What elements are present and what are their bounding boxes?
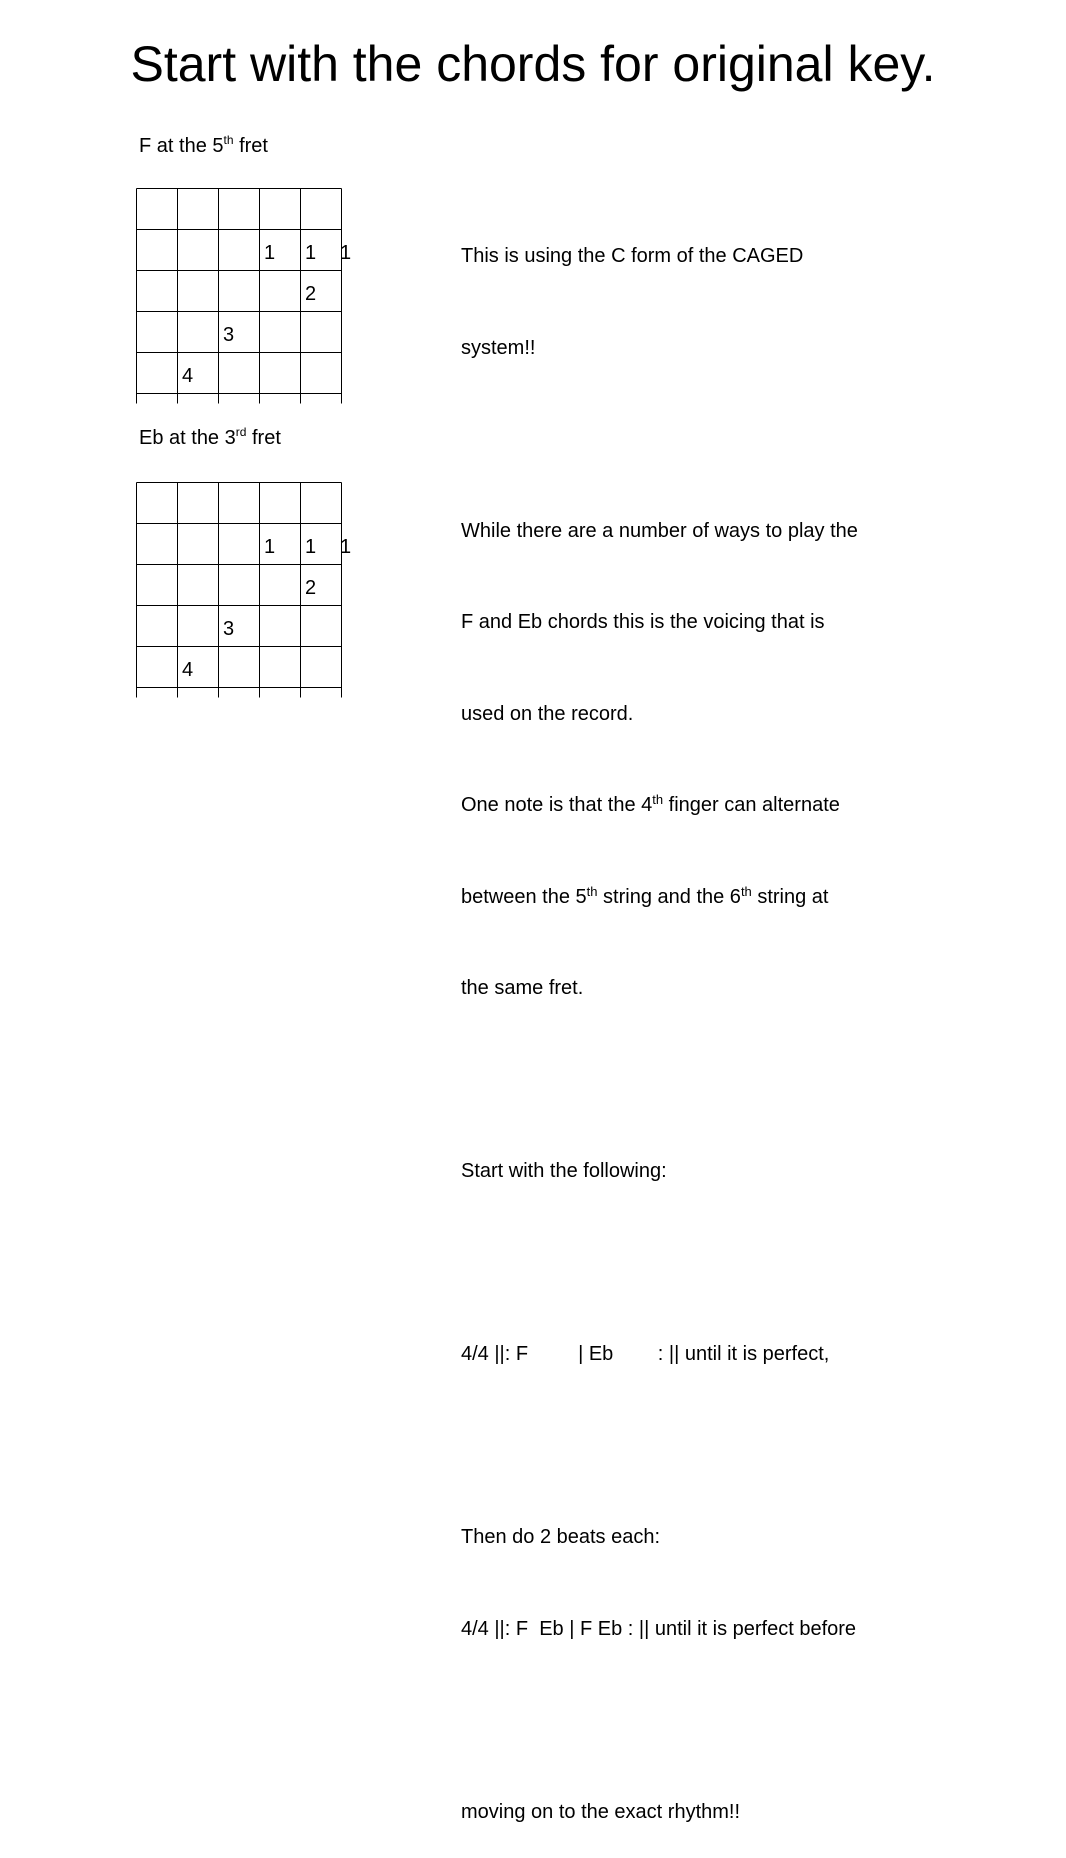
finger-marker: 1 [304, 241, 317, 264]
notes-between-line [461, 882, 981, 913]
chord-diagram-eb [135, 481, 365, 696]
finger-marker: 1 [339, 241, 352, 264]
chord-label-f-main: F at the 5 [139, 135, 224, 157]
finger-marker: 4 [181, 658, 194, 681]
finger-marker: 1 [263, 535, 276, 558]
notes-between-b-sup: th [740, 883, 752, 899]
notes-pattern-line-1: 4/4 ||: F | Eb : || until it is perfect, [461, 1343, 830, 1365]
finger-marker: 3 [222, 323, 235, 346]
notes-spacer [461, 1431, 981, 1462]
notes-ways-line-3: used on the record. [461, 702, 634, 725]
notes-same-fret-line: the same fret. [461, 977, 584, 999]
notes-panel [461, 180, 981, 1858]
chord-label-f-end: fret [233, 135, 268, 157]
finger-marker: 3 [222, 617, 235, 640]
finger-marker: 4 [181, 364, 194, 387]
notes-caged-line-1: This is using the C form of the CAGED [461, 245, 804, 267]
notes-moving-line: moving on to the exact rhythm!! [461, 1800, 741, 1823]
notes-between-c: string at [751, 885, 829, 908]
chord-label-eb-main: Eb at the 3 [139, 427, 236, 449]
notes-between-a-sup: th [586, 883, 598, 899]
notes-caged-line-2: system!! [461, 336, 536, 359]
notes-then-line: Then do 2 beats each: [461, 1526, 661, 1548]
finger-marker: 1 [304, 535, 317, 558]
notes-spacer [461, 1248, 981, 1279]
notes-start-line: Start with the following: [461, 1160, 667, 1182]
chord-label-f-sup: th [223, 133, 234, 147]
chord-diagram-f [135, 187, 365, 402]
slide-title: Start with the chords for original key. [130, 36, 936, 92]
notes-finger-b: finger can alternate [663, 794, 840, 816]
chord-label-eb-sup: rd [235, 425, 247, 439]
notes-finger-a-sup: th [652, 792, 664, 807]
notes-spacer [461, 1705, 981, 1736]
chord-label-f [139, 134, 268, 158]
finger-marker: 1 [339, 535, 352, 558]
finger-marker: 1 [263, 241, 276, 264]
notes-between-a: between the 5 [461, 885, 587, 908]
notes-pattern-line-2: 4/4 ||: F Eb | F Eb : || until it is perfect before [461, 1617, 857, 1640]
notes-ways-line-1: While there are a number of ways to play the [461, 519, 858, 542]
notes-finger-a: One note is that the 4 [461, 794, 653, 816]
notes-spacer [461, 1065, 981, 1096]
notes-ways-line-2: F and Eb chords this is the voicing that is [461, 611, 825, 633]
chord-label-eb-end: fret [246, 427, 281, 449]
finger-marker: 2 [304, 576, 317, 599]
notes-between-b: string and the 6 [597, 885, 741, 908]
notes-spacer [461, 424, 981, 455]
finger-marker: 2 [304, 282, 317, 305]
chord-label-eb [139, 426, 281, 450]
notes-finger-line [461, 790, 981, 821]
